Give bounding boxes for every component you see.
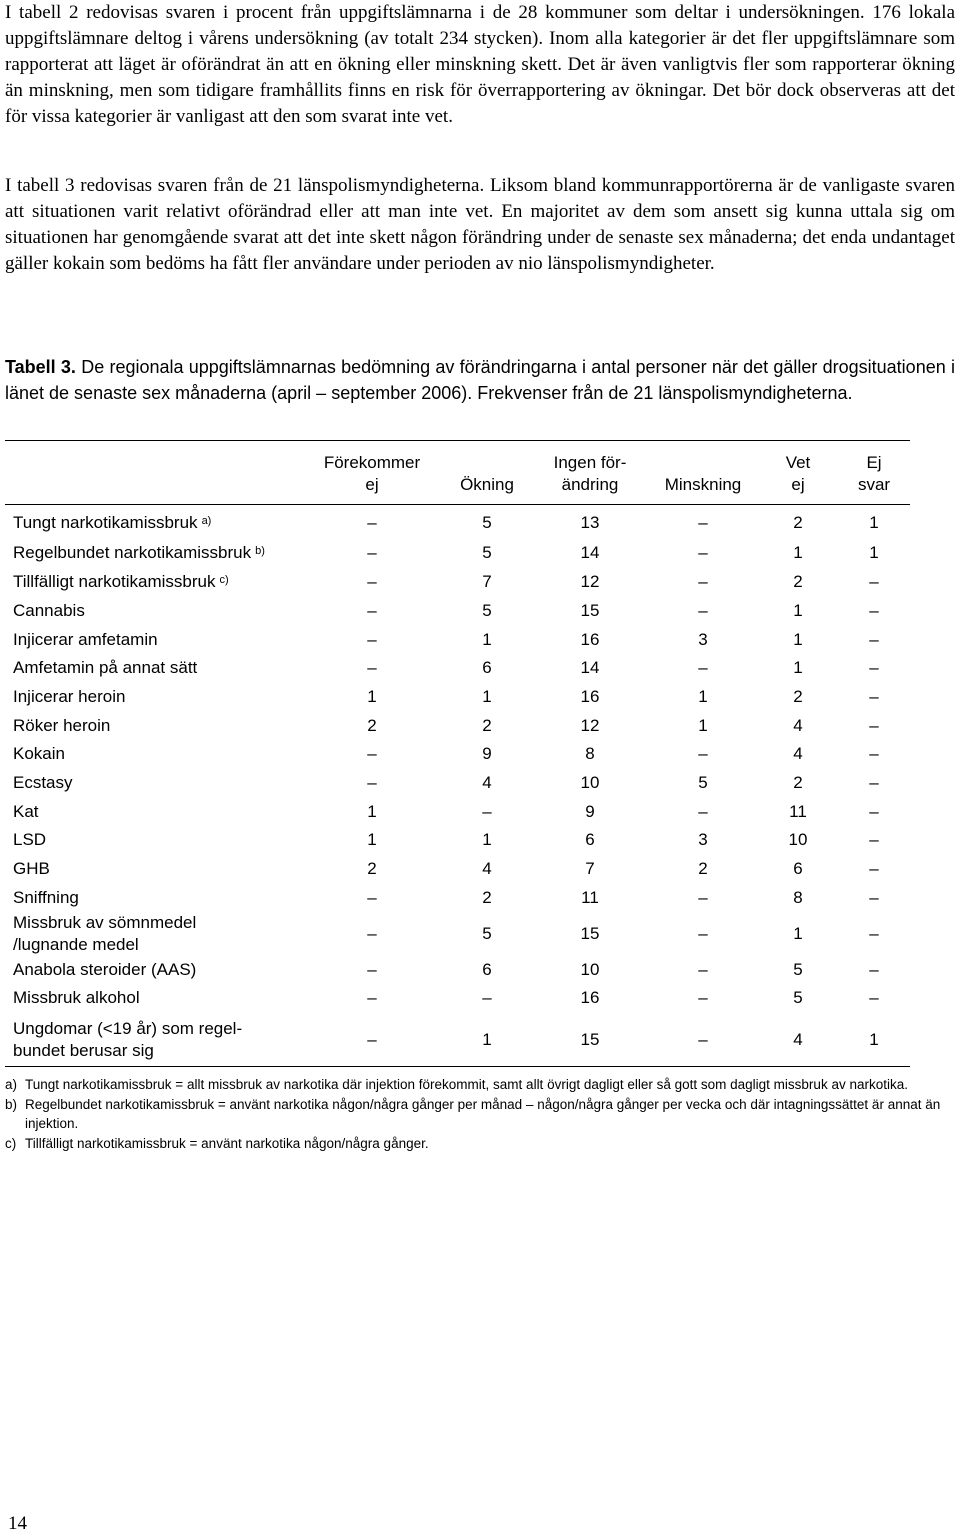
row-label [13,542,265,564]
row-label [13,571,229,593]
table-cell-value: 1 [482,687,492,706]
table-cell-value: 1 [367,830,377,849]
table-cell-value: 2 [367,716,377,735]
row-label [13,657,197,679]
empty-value-dash: – [698,988,708,1007]
table-cell-value: 9 [482,744,492,763]
empty-value-dash: – [869,744,879,763]
table-cell-value: 6 [793,859,803,878]
row-label-text: GHB [13,859,50,878]
table-cell-value: 15 [580,601,600,620]
table-cell-value: 1 [367,687,377,706]
table-cell-value: 10 [580,960,600,979]
column-header-line1: Ingen för- [553,453,627,472]
row-label [13,686,125,708]
column-header-line2: Minskning [664,475,742,494]
table-caption-text: De regionala uppgiftslämnarnas bedömning av förändringarna i antal personer när det gäller drogsituationen i länet de senaste sex månaderna (april – september 2006). Frekvenser från de 21 länspolismyndigheterna. [5,357,955,403]
column-header-line2: ej [791,475,805,494]
table-cell-value: 3 [698,830,708,849]
empty-value-dash: – [869,630,879,649]
row-label-text: Injicerar heroin [13,687,126,706]
row-label-continued: bundet berusar sig [13,1041,154,1060]
empty-value-dash: – [698,744,708,763]
table-cell-value: 10 [788,830,808,849]
empty-value-dash: – [869,802,879,821]
table-cell-value: 4 [482,859,492,878]
empty-value-dash: – [869,572,879,591]
empty-value-dash: – [367,1030,377,1049]
table-cell-value: 1 [793,543,803,562]
row-label [13,858,50,880]
table-cell-value: 6 [482,960,492,979]
empty-value-dash: – [869,658,879,677]
row-label [13,887,79,909]
table-cell-value: 2 [482,888,492,907]
empty-value-dash: – [869,716,879,735]
empty-value-dash: – [367,960,377,979]
empty-value-dash: – [367,630,377,649]
row-label [13,829,46,851]
footnote-b [5,1095,955,1134]
table-cell-value: 1 [698,687,708,706]
footnotes [5,1075,955,1153]
footnote-c [5,1134,955,1154]
table-cell-value: 1 [482,630,492,649]
column-header-line1: Förekommer [323,453,421,472]
empty-value-dash: – [367,601,377,620]
table-cell-value: 15 [580,924,600,943]
row-label-text: Missbruk alkohol [13,988,140,1007]
body-paragraph-2: I tabell 3 redovisas svaren från de 21 länspolismyndigheterna. Liksom bland kommunrapportörerna är de vanligaste svaren att situationen varit relativt oförändrad eller att man inte vet. En majoritet av dem som ansett sig kunna uttala sig om situationen har genomgående svarat att det inte skett någon förändring under de senaste sex månaderna; det enda undantaget gäller kokain som bedöms ha fått fler användare under perioden av nio länspolismyndigheter. [5,175,955,274]
table-cell-value: 2 [793,773,803,792]
table-cell-value: 5 [793,988,803,1007]
table-cell-value: 12 [580,572,600,591]
table-cell-value: 1 [793,658,803,677]
table-cell-value: 1 [793,601,803,620]
column-header-line1: Vet [785,453,811,472]
empty-value-dash: – [367,744,377,763]
row-label-continued: /lugnande medel [13,935,139,954]
empty-value-dash: – [367,988,377,1007]
empty-value-dash: – [367,572,377,591]
footnote-mark: a) [5,1077,18,1092]
table-cell-value: 2 [698,859,708,878]
row-label-text: Injicerar amfetamin [13,630,158,649]
table-cell-value: 5 [482,601,492,620]
table-cell-value: 8 [585,744,595,763]
empty-value-dash: – [869,888,879,907]
empty-value-dash: – [698,1030,708,1049]
row-label: Missbruk av sömnmedel [13,913,197,932]
table-cell-value: 1 [793,924,803,943]
table-cell-value: 2 [793,687,803,706]
empty-value-dash: – [367,513,377,532]
row-label-text: Ecstasy [13,773,73,792]
row-label: Ungdomar (<19 år) som regel- [13,1019,243,1038]
table-cell-value: 5 [482,924,492,943]
table-cell-value: 6 [482,658,492,677]
row-label [13,600,85,622]
footnote-a [5,1075,955,1095]
row-label [13,743,65,765]
table-cell-value: 4 [482,773,492,792]
empty-value-dash: – [869,773,879,792]
body-paragraph-1: I tabell 2 redovisas svaren i procent från uppgiftslämnarna i de 28 kommuner som deltar i undersökningen. 176 lokala uppgiftslämnare deltog i vårens undersökning (av totalt 234 stycken). Inom alla kategorier är det fler uppgiftslämnare som rapporterat att läget är oförändrat än att en ökning eller minskning skett. Det är även vanligtvis fler som rapporterar ökning än minskning, men som tidigare framhållits finns en risk för överrapportering av ökningar. Det bör dock observeras att det för vissa kategorier är vanligast att den som svarat inte vet. [5,2,955,127]
table-cell-value: 2 [793,513,803,532]
table-cell-value: 5 [482,513,492,532]
row-label-text: Tungt narkotikamissbruk [13,513,198,532]
empty-value-dash: – [698,601,708,620]
table-cell-value: 1 [869,513,879,532]
table-cell-value: 16 [580,630,600,649]
row-label-text: Sniffning [13,888,79,907]
row-label-text: Kat [13,802,39,821]
table-cell-value: 1 [482,1030,492,1049]
row-label-text: Röker heroin [13,716,111,735]
table-cell-value: 12 [580,716,600,735]
page-number: 14 [8,1513,27,1534]
empty-value-dash: – [869,988,879,1007]
row-label-text: Cannabis [13,601,85,620]
table-cell-value: 1 [367,802,377,821]
row-label-text: Anabola steroider (AAS) [13,960,197,979]
table-cell-value: 2 [793,572,803,591]
table-cell-value: 2 [482,716,492,735]
empty-value-dash: – [367,773,377,792]
empty-value-dash: – [698,924,708,943]
footnote-reference: a) [201,515,212,527]
table-cell-value: 13 [580,513,600,532]
table-cell-value: 1 [869,1030,879,1049]
empty-value-dash: – [367,658,377,677]
empty-value-dash: – [869,924,879,943]
row-label [13,629,158,651]
table-cell-value: 11 [789,802,807,821]
table-cell-value: 10 [580,773,600,792]
table-caption-label: Tabell 3. [5,357,76,377]
table-cell-value: 16 [580,988,600,1007]
table-cell-value: 11 [581,888,599,907]
column-header-line1: Ej [866,453,882,472]
empty-value-dash: – [367,543,377,562]
empty-value-dash: – [869,960,879,979]
table-cell-value: 2 [367,859,377,878]
empty-value-dash: – [698,888,708,907]
table-cell-value: 4 [793,1030,803,1049]
empty-value-dash: – [482,988,492,1007]
row-label [13,987,140,1009]
column-header-line2: Ökning [460,475,514,494]
table-cell-value: 16 [580,687,600,706]
table-cell-value: 7 [585,859,595,878]
row-label [13,512,211,534]
table-cell-value: 9 [585,802,595,821]
empty-value-dash: – [367,924,377,943]
footnote-mark: c) [5,1135,17,1151]
column-header-line2: svar [857,475,891,494]
empty-value-dash: – [698,543,708,562]
table-cell-value: 6 [585,830,595,849]
table-cell-value: 14 [580,543,600,562]
row-label-text: Kokain [13,744,65,763]
empty-value-dash: – [698,572,708,591]
empty-value-dash: – [869,687,879,706]
empty-value-dash: – [698,658,708,677]
table-cell-value: 4 [793,716,803,735]
footnote-text: Tillfälligt narkotikamissbruk = använt narkotika någon/några gånger. [25,1135,429,1151]
table-cell-value: 8 [793,888,803,907]
table-cell-value: 5 [698,773,708,792]
column-header-line2: ej [365,475,379,494]
table-cell-value: 15 [580,1030,600,1049]
table-cell-value: 1 [482,830,492,849]
empty-value-dash: – [698,960,708,979]
empty-value-dash: – [869,859,879,878]
row-label-text: Amfetamin på annat sätt [13,658,198,677]
table-cell-value: 5 [482,543,492,562]
table-cell-value: 3 [698,630,708,649]
table-cell-value: 1 [698,716,708,735]
empty-value-dash: – [869,601,879,620]
empty-value-dash: – [698,802,708,821]
table-cell-value: 5 [793,960,803,979]
footnote-text: Tungt narkotikamissbruk = allt missbruk av narkotika där injektion förekommit, samt allt övrigt dagligt eller så gott som dagligt missbruk av narkotika. [25,1077,908,1092]
table-cell-value: 1 [793,630,803,649]
empty-value-dash: – [869,830,879,849]
footnote-reference: b) [255,545,265,557]
row-label [13,959,196,981]
table-cell-value: 7 [482,572,492,591]
footnote-reference: c) [219,574,229,586]
column-header-line2: ändring [561,475,619,494]
empty-value-dash: – [367,888,377,907]
row-label-text: Tillfälligt narkotikamissbruk [13,572,216,591]
table-cell-value: 4 [793,744,803,763]
row-label-text: Regelbundet narkotikamissbruk [13,543,252,562]
table-cell-value: 1 [869,543,879,562]
footnote-mark: b) [5,1096,18,1112]
empty-value-dash: – [698,513,708,532]
empty-value-dash: – [482,802,492,821]
footnote-text: Regelbundet narkotikamissbruk = använt narkotika någon/några gånger per månad – någon/några gånger per vecka och där intagningssättet är annat än injektion. [25,1096,941,1131]
row-label [13,772,73,794]
table-cell-value: 14 [580,658,600,677]
row-label [13,801,39,823]
row-label-text: LSD [13,830,47,849]
row-label [13,715,110,737]
